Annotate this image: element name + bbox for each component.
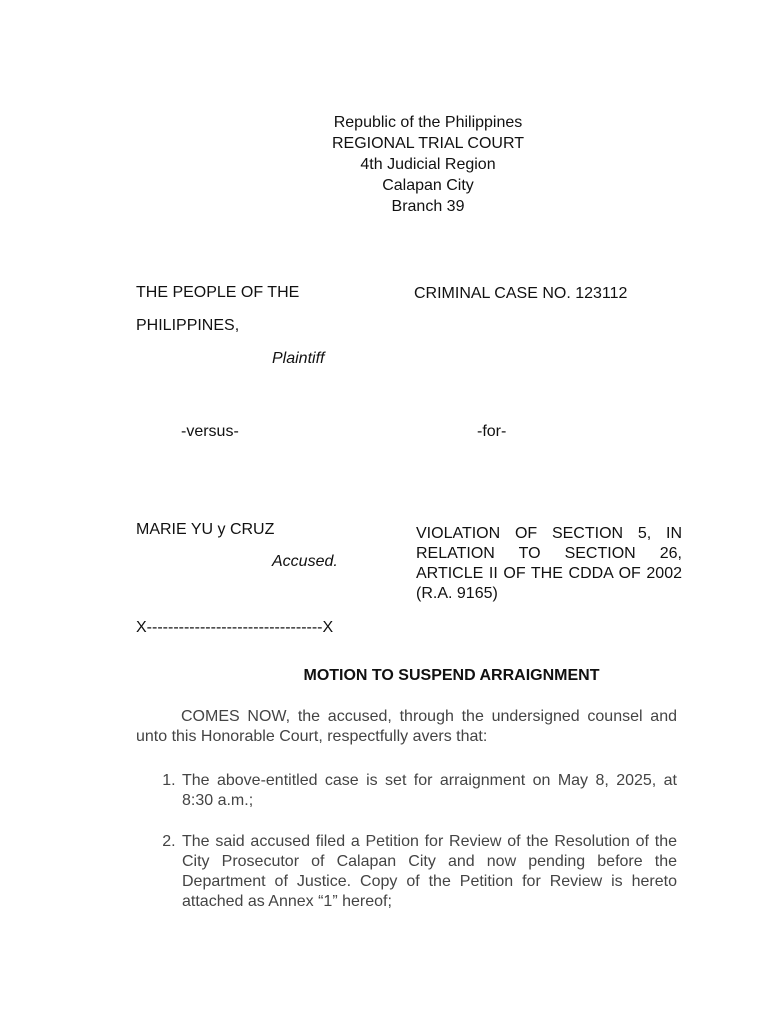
plaintiff-role: Plaintiff xyxy=(272,350,325,367)
motion-intro: COMES NOW, the accused, through the undersigned counsel and unto this Honorable Court, respectfully avers that: xyxy=(136,708,677,745)
for-label: -for- xyxy=(477,423,507,440)
offense-description: VIOLATION OF SECTION 5, IN RELATION TO SECTION 26, ARTICLE II OF THE CDDA OF 2002 (R.A. 9165) xyxy=(416,525,682,602)
header-branch: Branch 39 xyxy=(391,198,465,215)
court-header xyxy=(270,112,586,217)
header-region: 4th Judicial Region xyxy=(360,156,496,173)
header-court: REGIONAL TRIAL COURT xyxy=(331,135,525,152)
motion-allegations-list xyxy=(136,771,677,912)
allegation-item: 1. The above-entitled case is set for arraignment on May 8, 2025, at 8:30 a.m.; xyxy=(180,771,677,811)
plaintiff-name-line1: THE PEOPLE OF THE xyxy=(136,284,300,301)
versus-label: -versus- xyxy=(181,423,239,440)
plaintiff-name-line2: PHILIPPINES, xyxy=(136,317,240,334)
accused-name: MARIE YU y CRUZ xyxy=(136,521,275,538)
case-number: CRIMINAL CASE NO. 123112 xyxy=(414,285,628,302)
motion-title: MOTION TO SUSPEND ARRAIGNMENT xyxy=(303,667,600,684)
header-city: Calapan City xyxy=(382,177,474,194)
allegation-item: 2. The said accused filed a Petition for Review of the Resolution of the City Prosecutor of Calapan City and now pending before the Department of Justice. Copy of the Petition for Review is hereto attached as Annex “1” hereof; xyxy=(180,832,677,912)
motion-body xyxy=(136,707,677,933)
header-republic: Republic of the Philippines xyxy=(333,114,523,131)
accused-role: Accused. xyxy=(272,553,338,570)
caption-divider: X---------------------------------X xyxy=(136,619,334,636)
